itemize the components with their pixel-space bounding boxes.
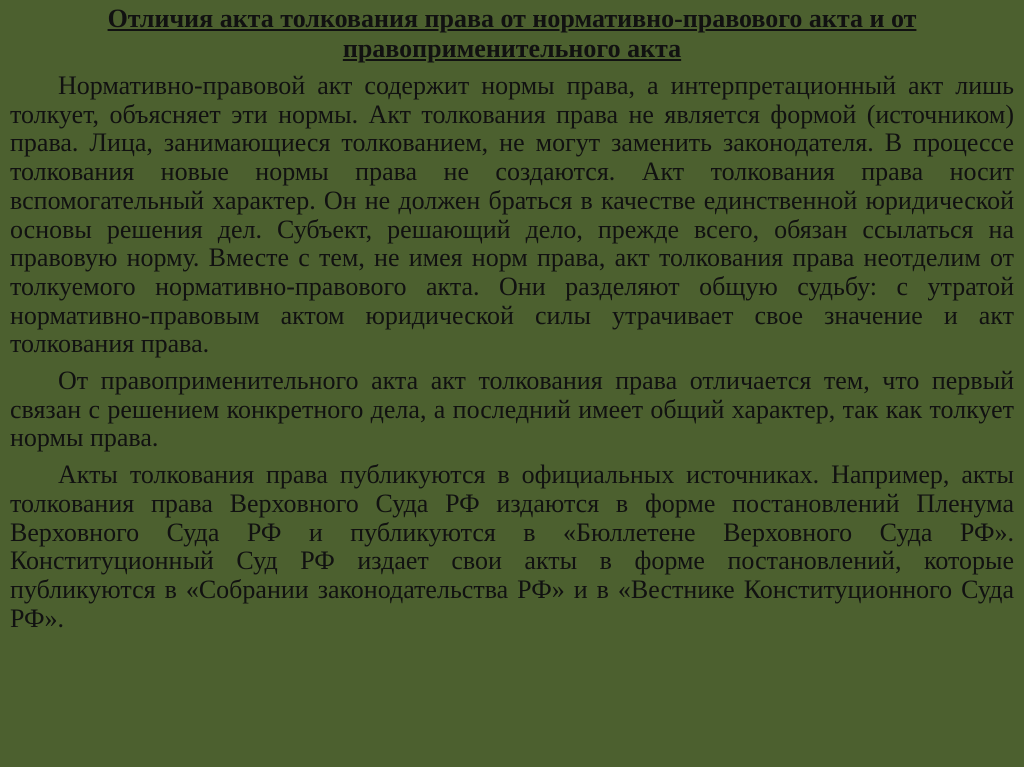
slide-title: Отличия акта толкования права от нормативно-правового акта и от правоприменительного акта <box>107 4 917 63</box>
slide-body <box>10 72 1014 641</box>
paragraph-law-application: От правоприменительного акта акт толкования права отличается тем, что первый связан с решением конкретного дела, а последний имеет общий характер, так как толкует нормы права. <box>10 366 1014 453</box>
paragraph-publication: Акты толкования права публикуются в официальных источниках. Например, акты толкования права Верховного Суда РФ издаются в форме постановлений Пленума Верховного Суда РФ и публикуются в «Бюллетене Верховного Суда РФ». Конституционный Суд РФ издает свои акты в форме постановлений, которые публикуются в «Собрании законодательства РФ» и в «Вестнике Конституционного Суда РФ». <box>10 460 1014 633</box>
paragraph-normative-vs-interpretive: Нормативно-правовой акт содержит нормы права, а интерпретационный акт лишь толкует, объясняет эти нормы. Акт толкования права не является формой (источником) права. Лица, занимающиеся толкованием, не могут заменить законодателя. В процессе толкования новые нормы права не создаются. Акт толкования права носит вспомогательный характер. Он не должен браться в качестве единственной юридической основы решения дел. Субъект, решающий дело, прежде всего, обязан ссылаться на правовую норму. Вместе с тем, не имея норм права, акт толкования права неотделим от толкуемого нормативно-правового акта. Они разделяют общую судьбу: с утратой нормативно-правовым актом юридической силы утрачивает свое значение и акт толкования права. <box>10 71 1014 359</box>
